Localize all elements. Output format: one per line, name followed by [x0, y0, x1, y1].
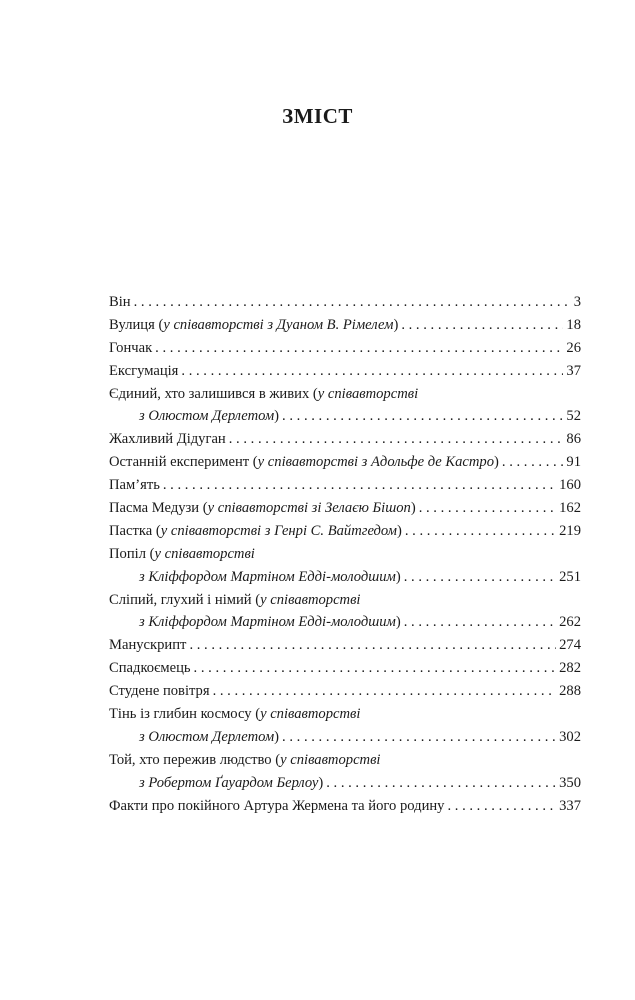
- page-number: 26: [566, 339, 581, 356]
- toc-entry-title: [109, 383, 418, 406]
- dot-leader: [163, 474, 556, 497]
- entry-title-text: Жахливий Дідуган: [109, 431, 226, 448]
- dot-leader: [194, 657, 557, 680]
- entry-title-text: Спадкоємець: [109, 660, 191, 677]
- page-number: 251: [559, 568, 581, 585]
- entry-coauthor-text: у співавторстві зі Зелаєю Бішоп: [207, 500, 411, 517]
- dot-leader: [134, 291, 571, 314]
- page-number: 262: [559, 614, 581, 631]
- dot-leader: [404, 611, 556, 634]
- dot-leader: [282, 405, 563, 428]
- entry-coauthor-text: з Кліффордом Мартіном Едді-молодшим: [139, 568, 396, 585]
- toc-entry-title: [109, 589, 361, 612]
- entry-close-paren: ): [494, 454, 499, 471]
- toc-entry-title: [109, 428, 226, 451]
- toc-entry: [109, 291, 581, 314]
- dot-leader: [229, 428, 564, 451]
- page-number: 3: [573, 294, 581, 310]
- entry-title-text: Факти про покійного Артура Жермена та його родину: [109, 797, 445, 814]
- dot-leader: [404, 566, 556, 589]
- entry-title-text: Сліпий, глухий і німий (: [109, 591, 261, 608]
- toc-entry: [109, 611, 581, 634]
- entry-coauthor-text: з Кліффордом Мартіном Едді-молодшим: [139, 614, 396, 631]
- toc-entry-title: [109, 337, 152, 360]
- entry-title-text: Останній експеримент (: [109, 454, 258, 471]
- toc-entry: [109, 680, 581, 703]
- page-number: 86: [566, 431, 581, 448]
- toc-entry-title: [109, 703, 360, 726]
- toc-entry-title: [139, 611, 401, 634]
- entry-close-paren: ): [393, 316, 399, 333]
- page-number: 274: [559, 637, 581, 654]
- dot-leader: [181, 360, 563, 383]
- toc-entry-title: [109, 314, 398, 337]
- page-title: ЗМІСТ: [282, 104, 353, 128]
- entry-close-paren: ): [395, 568, 401, 585]
- entry-coauthor-text: з Робертом Ґауардом Берлоу: [139, 774, 319, 791]
- toc-entry: [109, 726, 581, 749]
- page-number: 288: [559, 683, 581, 700]
- toc-entry: [109, 474, 581, 497]
- dot-leader: [401, 314, 563, 337]
- toc-entry-title: [109, 543, 255, 566]
- entry-title-text: Гончак: [109, 339, 153, 356]
- toc-entry: [109, 543, 581, 566]
- entry-coauthor-text: з Олюстом Дерлетом: [139, 728, 275, 745]
- toc-entry-title: [139, 772, 323, 795]
- dot-leader: [282, 726, 556, 749]
- dot-leader: [189, 634, 556, 657]
- dot-leader: [419, 497, 556, 520]
- entry-coauthor-text: у співавторстві з Дуаном В. Рімелем: [163, 316, 394, 333]
- dot-leader: [213, 680, 557, 703]
- toc-entry-title: [109, 291, 131, 314]
- toc-entry-title: [109, 749, 380, 772]
- entry-title-text: Він: [109, 294, 131, 310]
- toc-entry: [109, 795, 581, 818]
- entry-title-text: Пасма Медузи (: [109, 500, 208, 517]
- entry-close-paren: ): [397, 522, 402, 539]
- toc-entry: [109, 451, 581, 474]
- dot-leader: [326, 772, 556, 795]
- dot-leader: [405, 520, 556, 543]
- toc-entry: [109, 314, 581, 337]
- entry-coauthor-text: у співавторстві: [260, 591, 361, 608]
- entry-title-text: Ексгумація: [109, 362, 179, 379]
- toc-entry-title: [109, 657, 191, 680]
- page-number: 282: [559, 660, 581, 677]
- page-number: 302: [559, 728, 581, 745]
- page-number: 52: [566, 408, 581, 425]
- toc-entry: [109, 703, 581, 726]
- page-number: 219: [559, 522, 581, 539]
- entry-title-text: Манускрипт: [109, 637, 187, 654]
- toc-entry: [109, 772, 581, 795]
- toc-entry: [109, 589, 581, 612]
- entry-close-paren: ): [410, 500, 416, 517]
- entry-title-text: Тінь із глибин космосу (: [109, 706, 261, 723]
- toc-entry: [109, 634, 581, 657]
- toc-entry: [109, 497, 581, 520]
- entry-title-text: Попіл (: [109, 545, 155, 562]
- table-of-contents: [109, 291, 581, 817]
- page-number: 37: [566, 362, 581, 379]
- entry-coauthor-text: у співавторстві: [260, 706, 361, 723]
- page-number: 160: [559, 477, 581, 494]
- entry-title-text: Пастка (: [109, 522, 161, 539]
- toc-entry-title: [109, 474, 160, 497]
- dot-leader: [155, 337, 563, 360]
- dot-leader: [502, 451, 564, 474]
- toc-entry-title: [139, 566, 401, 589]
- toc-entry-title: [109, 634, 186, 657]
- toc-entry-title: [109, 795, 444, 818]
- toc-entry-title: [139, 726, 279, 749]
- entry-close-paren: ): [274, 408, 280, 425]
- page-number: 91: [566, 454, 581, 471]
- entry-title-text: Вулиця (: [109, 316, 164, 333]
- toc-entry-title: [139, 405, 279, 428]
- toc-entry: [109, 749, 581, 772]
- page-number: 350: [559, 774, 581, 791]
- entry-coauthor-text: з Олюстом Дерлетом: [139, 408, 275, 425]
- entry-coauthor-text: у співавторстві: [317, 385, 419, 402]
- entry-close-paren: ): [395, 614, 401, 631]
- toc-entry: [109, 383, 581, 406]
- entry-title-text: Студене повітря: [109, 683, 210, 700]
- toc-entry: [109, 520, 581, 543]
- toc-entry: [109, 337, 581, 360]
- toc-entry-title: [109, 680, 210, 703]
- entry-title-text: Пам’ять: [109, 477, 160, 494]
- toc-entry-title: [109, 360, 178, 383]
- page-number: 337: [559, 797, 581, 814]
- entry-title-text: Той, хто пережив людство (: [109, 751, 281, 768]
- toc-entry: [109, 428, 581, 451]
- entry-coauthor-text: у співавторстві: [154, 545, 255, 562]
- toc-entry-title: [109, 451, 499, 474]
- entry-coauthor-text: у співавторстві з Адольфе де Кастро: [257, 454, 495, 471]
- toc-entry-title: [109, 497, 416, 520]
- entry-coauthor-text: у співавторстві з Генрі С. Вайтгедом: [160, 522, 397, 539]
- toc-entry: [109, 566, 581, 589]
- page-number: 18: [566, 316, 581, 333]
- dot-leader: [447, 795, 556, 818]
- entry-close-paren: ): [274, 728, 280, 745]
- entry-coauthor-text: у співавторстві: [280, 751, 381, 768]
- toc-entry-title: [109, 520, 402, 543]
- entry-title-text: Єдиний, хто залишився в живих (: [109, 385, 318, 402]
- toc-entry: [109, 405, 581, 428]
- entry-close-paren: ): [318, 774, 324, 791]
- page-number: 162: [559, 500, 581, 517]
- toc-entry: [109, 657, 581, 680]
- toc-entry: [109, 360, 581, 383]
